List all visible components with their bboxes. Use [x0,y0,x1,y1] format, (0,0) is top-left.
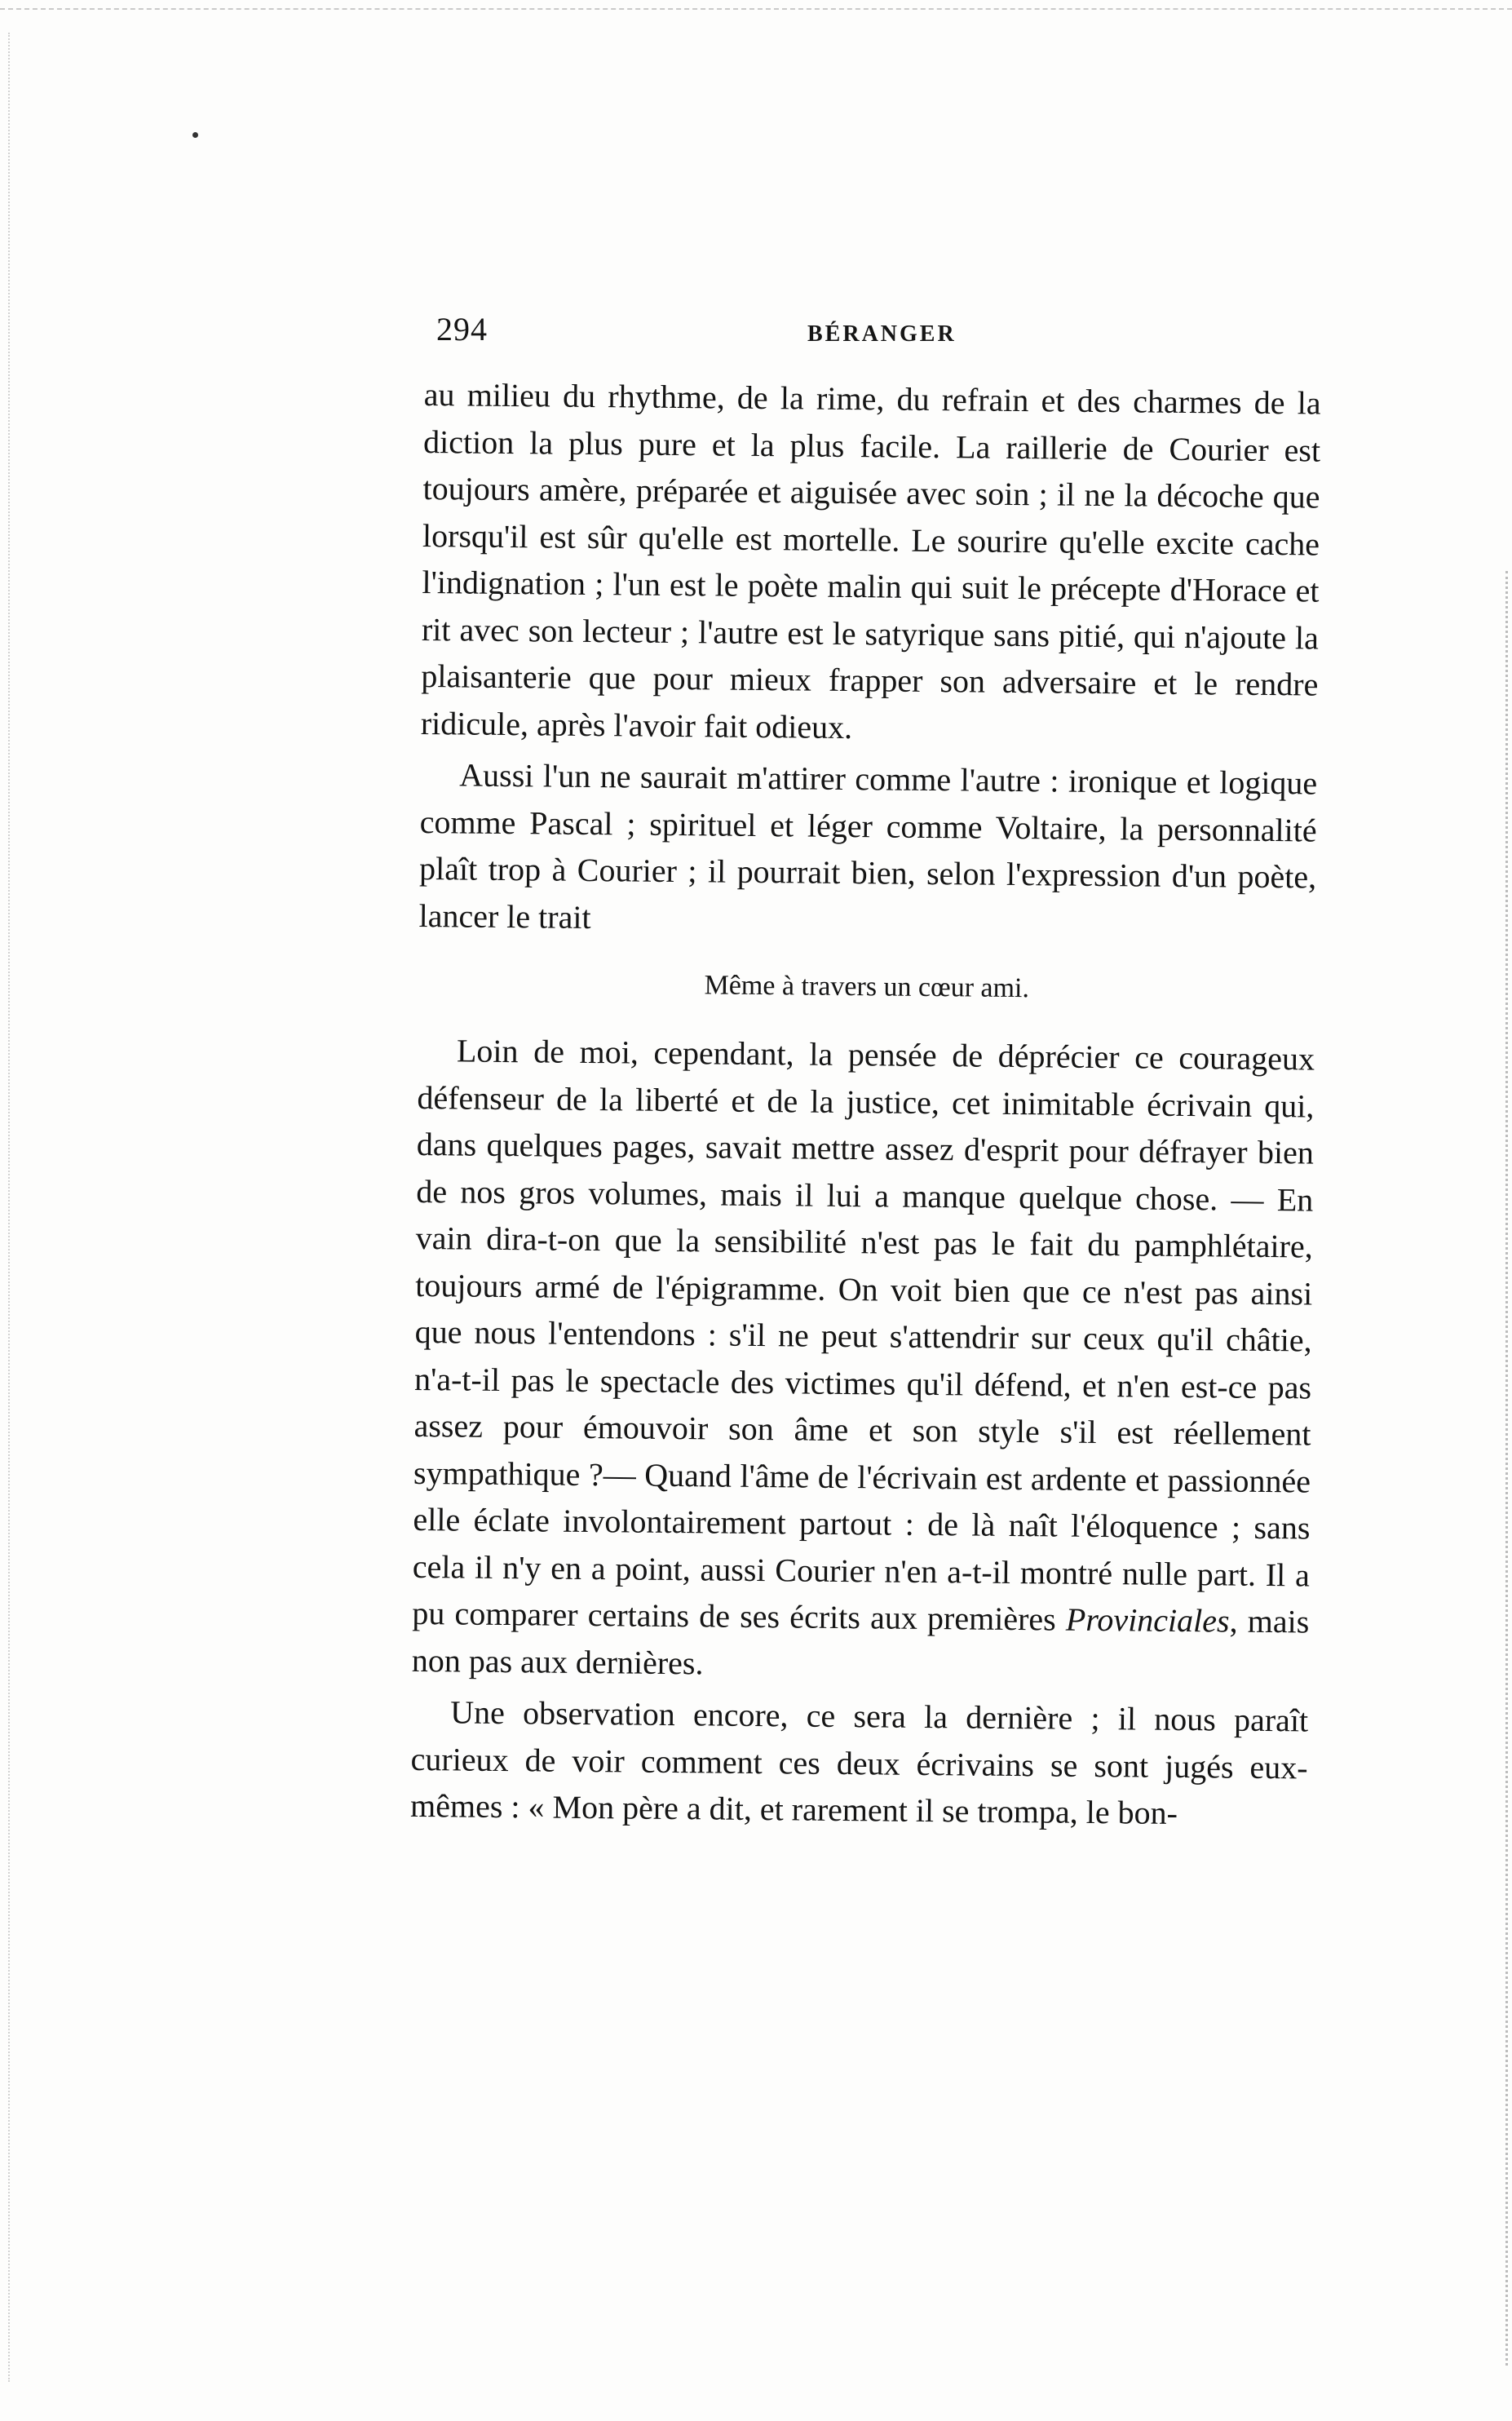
page-header [436,310,1317,359]
scan-edge-left [8,33,10,2382]
body-text [410,371,1321,1838]
page-number: 294 [436,311,488,347]
paragraph-4: Une observation encore, ce sera la dernière ; il nous paraît curieux de voir comment ces deux écrivains se sont jugés eux-mêmes : « Mon père a dit, et rarement il se trompa, le bon- [409,1693,1309,1831]
verse-quotation: Même à travers un cœur ami. [704,970,1030,1004]
paragraph-3-text: Loin de moi, cependant, la pensée de déprécier ce courageux défenseur de la liberté et de la justice, cet inimitable écrivain qui, dans quelques pages, savait mettre assez d'esprit pour défrayer bien de nos gros volumes, mais il lui a manque quelque chose. — En vain dira-t-on que la sensibilité n'est pas le fait du pamphlétaire, toujours armé de l'épigramme. On voit bien que ce n'est pas ainsi que nous l'entendons : s'il ne peut s'attendrir sur ceux qu'il châtie, n'a-t-il pas le spectacle des victimes qu'il défend, et n'en est-ce pas assez pour émouvoir son âme et son style s'il est réellement sympathique ?— Quand l'âme de l'écrivain est ardente et passionnée elle éclate involontairement partout : de là naît l'éloquence ; sans cela il n'y en a point, aussi Courier n'en a-t-il montré nulle part. Il a pu comparer certains de ses écrits aux premières [412,1032,1315,1638]
scan-edge-right [1505,571,1508,2366]
scan-edge-top [0,8,1512,10]
ink-speck [192,132,198,138]
paragraph-1: au milieu du rhythme, de la rime, du refrain et des charmes de la diction la plus pure et la plus facile. La raillerie de Courier est toujours amère, préparée et aiguisée avec soin ; il ne la décoche que lorsqu'il est sûr qu'elle est mortelle. Le sourire qu'elle excite cache l'indignation ; l'un est le poète malin qui suit le précepte d'Horace et rit avec son lecteur ; l'autre est le satyrique sans pitié, qui n'ajoute la plaisanterie que pour mieux frapper son adversaire et le rendre ridicule, après l'avoir fait odieux. [420,375,1321,746]
running-title: BÉRANGER [807,321,957,347]
paragraph-2: Aussi l'un ne saurait m'attirer comme l'autre : ironique et logique comme Pascal ; spirituel et léger comme Voltaire, la personnalité plaît trop à Courier ; il pourrait bien, selon l'expression d'un poète, lancer le trait [418,756,1318,936]
paragraph-3 [412,1027,1315,1693]
paragraph-3-tail: , mais non pas aux dernières. [411,1602,1310,1681]
italic-title: Provinciales [1065,1600,1230,1640]
